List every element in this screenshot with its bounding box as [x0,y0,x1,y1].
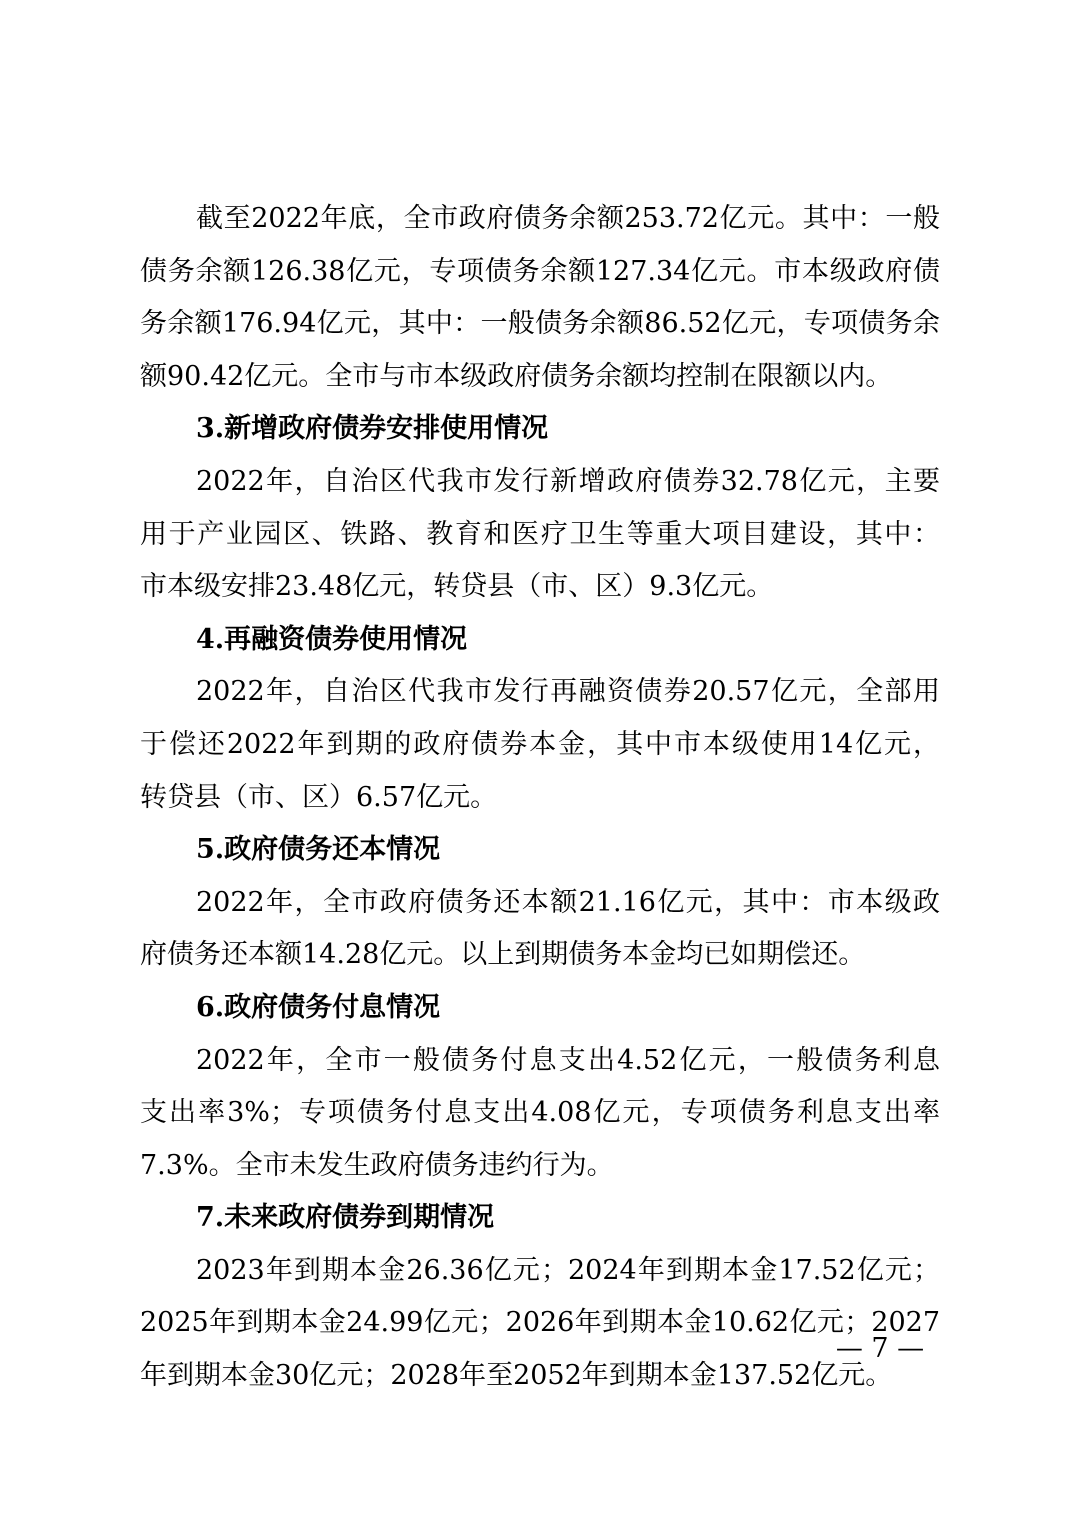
paragraph-maturities-line-1: 2023年到期本金26.36亿元；2024年到期本金17.52亿元； [196,1254,940,1286]
section-heading-future-maturities: 7.未来政府债券到期情况 [196,1202,495,1234]
paragraph-refinancing-line-3: 转贷县（市、区）6.57亿元。 [140,781,498,813]
paragraph-debt-balance-line-4: 额90.42亿元。全市与市本级政府债务余额均控制在限额以内。 [140,360,893,392]
paragraph-interest-line-2: 支出率3%；专项债务付息支出4.08亿元，专项债务利息支出率 [140,1097,940,1129]
paragraph-maturities-line-3: 年到期本金30亿元；2028年至2052年到期本金137.52亿元。 [140,1360,893,1392]
paragraph-principal-line-1: 2022年，全市政府债务还本额21.16亿元，其中：市本级政 [196,886,940,918]
paragraph-debt-balance-line-3: 务余额176.94亿元，其中：一般债务余额86.52亿元，专项债务余 [140,308,940,340]
section-heading-principal-repayment: 5.政府债务还本情况 [196,834,441,866]
page-number: — 7 — [835,1333,925,1364]
paragraph-interest-line-1: 2022年，全市一般债务付息支出4.52亿元，一般债务利息 [196,1044,940,1076]
paragraph-debt-balance-line-1: 截至2022年底，全市政府债务余额253.72亿元。其中：一般 [196,203,940,234]
section-heading-refinancing-bonds: 4.再融资债券使用情况 [196,623,468,655]
paragraph-new-bonds-line-3: 市本级安排23.48亿元，转贷县（市、区）9.3亿元。 [140,571,774,603]
paragraph-refinancing-line-1: 2022年，自治区代我市发行再融资债券20.57亿元，全部用 [196,676,940,708]
section-heading-new-bonds: 3.新增政府债券安排使用情况 [196,413,549,445]
paragraph-new-bonds-line-2: 用于产业园区、铁路、教育和医疗卫生等重大项目建设，其中： [140,518,940,550]
paragraph-interest-line-3: 7.3%。全市未发生政府债务违约行为。 [140,1149,614,1181]
section-heading-interest-payment: 6.政府债务付息情况 [196,991,441,1023]
paragraph-principal-line-2: 府债务还本额14.28亿元。以上到期债务本金均已如期偿还。 [140,939,866,971]
document-body [140,193,940,1403]
paragraph-debt-balance-line-2: 债务余额126.38亿元，专项债务余额127.34亿元。市本级政府债 [140,255,940,287]
paragraph-maturities-line-2: 2025年到期本金24.99亿元；2026年到期本金10.62亿元；2027 [140,1307,940,1339]
paragraph-new-bonds-line-1: 2022年，自治区代我市发行新增政府债券32.78亿元，主要 [196,465,940,497]
paragraph-refinancing-line-2: 于偿还2022年到期的政府债券本金，其中市本级使用14亿元， [140,728,940,760]
